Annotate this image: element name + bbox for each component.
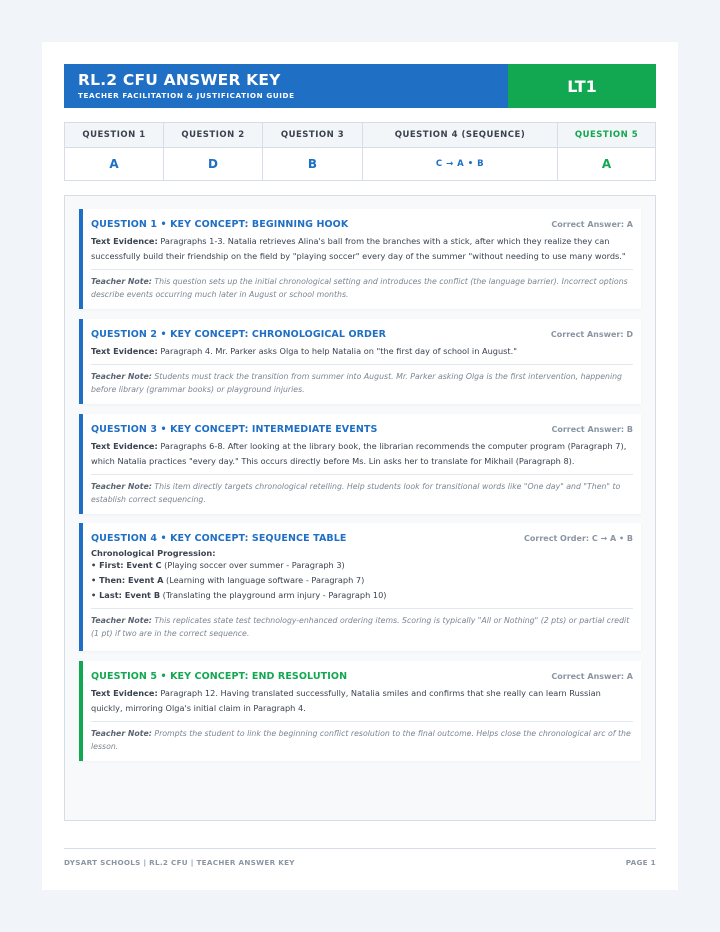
answer-value-q2: D <box>164 148 263 180</box>
document-page <box>42 42 678 890</box>
note-label: Teacher Note: <box>91 372 152 381</box>
progression-item <box>91 573 633 588</box>
page-title: RL.2 CFU ANSWER KEY <box>78 71 281 89</box>
text-evidence <box>91 439 633 469</box>
text-evidence <box>91 234 633 264</box>
progression-text: (Playing soccer over summer - Paragraph 3) <box>161 560 345 570</box>
progression-title: Chronological Progression: <box>91 548 216 558</box>
page-footer <box>64 848 656 867</box>
question-card-3 <box>79 414 641 514</box>
evidence-label: Text Evidence: <box>91 236 158 246</box>
justification-panel <box>64 195 656 821</box>
card-title: QUESTION 5 • KEY CONCEPT: END RESOLUTION <box>91 671 348 682</box>
evidence-label: Text Evidence: <box>91 441 158 451</box>
note-label: Teacher Note: <box>91 729 152 738</box>
note-text: Prompts the student to link the beginning conflict resolution to the final outcome. Helps close the chronological arc of the lesson. <box>91 729 631 751</box>
question-card-5 <box>79 661 641 761</box>
note-label: Teacher Note: <box>91 482 152 491</box>
evidence-text: Paragraphs 6-8. After looking at the library book, the librarian recommends the computer program (Paragraph 7), which Natalia practices "every day." This occurs directly before Ms. Lin asks her to translate for Mikhail (Paragraph 8). <box>91 441 627 466</box>
answer-header-q1: QUESTION 1 <box>65 123 164 148</box>
evidence-text: Paragraph 12. Having translated successfully, Natalia smiles and confirms that she really can learn Russian quickly, mirroring Olga's initial claim in Paragraph 4. <box>91 688 601 713</box>
teacher-note <box>91 364 633 396</box>
answer-summary-table <box>64 122 656 181</box>
card-correct-answer: Correct Answer: B <box>551 425 633 434</box>
note-text: Students must track the transition from summer into August. Mr. Parker asking Olga is the first intervention, happening before library (grammar books) or playground injuries. <box>91 372 622 394</box>
note-text: This item directly targets chronological retelling. Help students look for transitional words like "One day" and "Then" to establish correct sequencing. <box>91 482 621 504</box>
card-correct-answer: Correct Answer: A <box>551 672 633 681</box>
card-title: QUESTION 4 • KEY CONCEPT: SEQUENCE TABLE <box>91 533 347 544</box>
evidence-text: Paragraph 4. Mr. Parker asks Olga to help Natalia on "the first day of school in August." <box>157 346 518 356</box>
note-text: This replicates state test technology-enhanced ordering items. Scoring is typically "All or Nothing" (2 pts) or partial credit (1 pt) if two are in the correct sequence. <box>91 616 630 638</box>
answer-header-q2: QUESTION 2 <box>164 123 263 148</box>
text-evidence <box>91 344 633 359</box>
progression-item <box>91 588 633 603</box>
evidence-label: Text Evidence: <box>91 346 158 356</box>
progression-text: (Learning with language software - Paragraph 7) <box>163 575 365 585</box>
header-banner <box>64 64 656 108</box>
teacher-note <box>91 269 633 301</box>
question-card-4 <box>79 523 641 651</box>
answer-header-q3: QUESTION 3 <box>263 123 363 148</box>
answer-value-q5: A <box>601 157 612 171</box>
footer-left: DYSART SCHOOLS | RL.2 CFU | TEACHER ANSWER KEY <box>64 858 295 867</box>
teacher-note <box>91 474 633 506</box>
card-correct-answer: Correct Answer: D <box>550 330 633 339</box>
card-title: QUESTION 1 • KEY CONCEPT: BEGINNING HOOK <box>91 219 349 230</box>
evidence-text: Paragraphs 1-3. Natalia retrieves Alina's ball from the branches with a stick, after which they realize they can successfully build their friendship on the field by "playing soccer" every day of the summer "without needing to use many words." <box>91 236 626 261</box>
page-subtitle: TEACHER FACILITATION & JUSTIFICATION GUIDE <box>78 91 295 100</box>
progression-label: • Last: Event B <box>91 590 161 600</box>
note-label: Teacher Note: <box>91 277 152 286</box>
page-number: PAGE 1 <box>625 858 656 867</box>
question-card-1 <box>79 209 641 309</box>
answer-value-q1: A <box>65 148 164 180</box>
lt-badge: LT1 <box>508 64 656 108</box>
card-correct-answer: Correct Answer: A <box>551 220 633 229</box>
answer-header-q4: QUESTION 4 (SEQUENCE) <box>363 123 558 148</box>
progression-label: • First: Event C <box>91 560 162 570</box>
progression-text: (Translating the playground arm injury - Paragraph 10) <box>160 590 387 600</box>
answer-header-q5: QUESTION 5 <box>558 123 655 148</box>
card-title: QUESTION 3 • KEY CONCEPT: INTERMEDIATE EVENTS <box>91 424 378 435</box>
text-evidence <box>91 686 633 716</box>
progression-item <box>91 558 633 573</box>
note-label: Teacher Note: <box>91 616 152 625</box>
answer-value-q4: C → A • B <box>363 148 558 180</box>
teacher-note <box>91 721 633 753</box>
teacher-note <box>91 608 633 640</box>
question-card-2 <box>79 319 641 404</box>
answer-value-q3: B <box>263 148 363 180</box>
header-title-block <box>64 64 508 108</box>
evidence-label: Text Evidence: <box>91 688 158 698</box>
progression-label: • Then: Event A <box>91 575 164 585</box>
card-title: QUESTION 2 • KEY CONCEPT: CHRONOLOGICAL ORDER <box>91 329 387 340</box>
note-text: This question sets up the initial chronological setting and introduces the conflict (the language barrier). Incorrect options describe events occurring much later in August or school months. <box>91 277 628 299</box>
card-correct-order: Correct Order: C → A • B <box>524 534 633 543</box>
